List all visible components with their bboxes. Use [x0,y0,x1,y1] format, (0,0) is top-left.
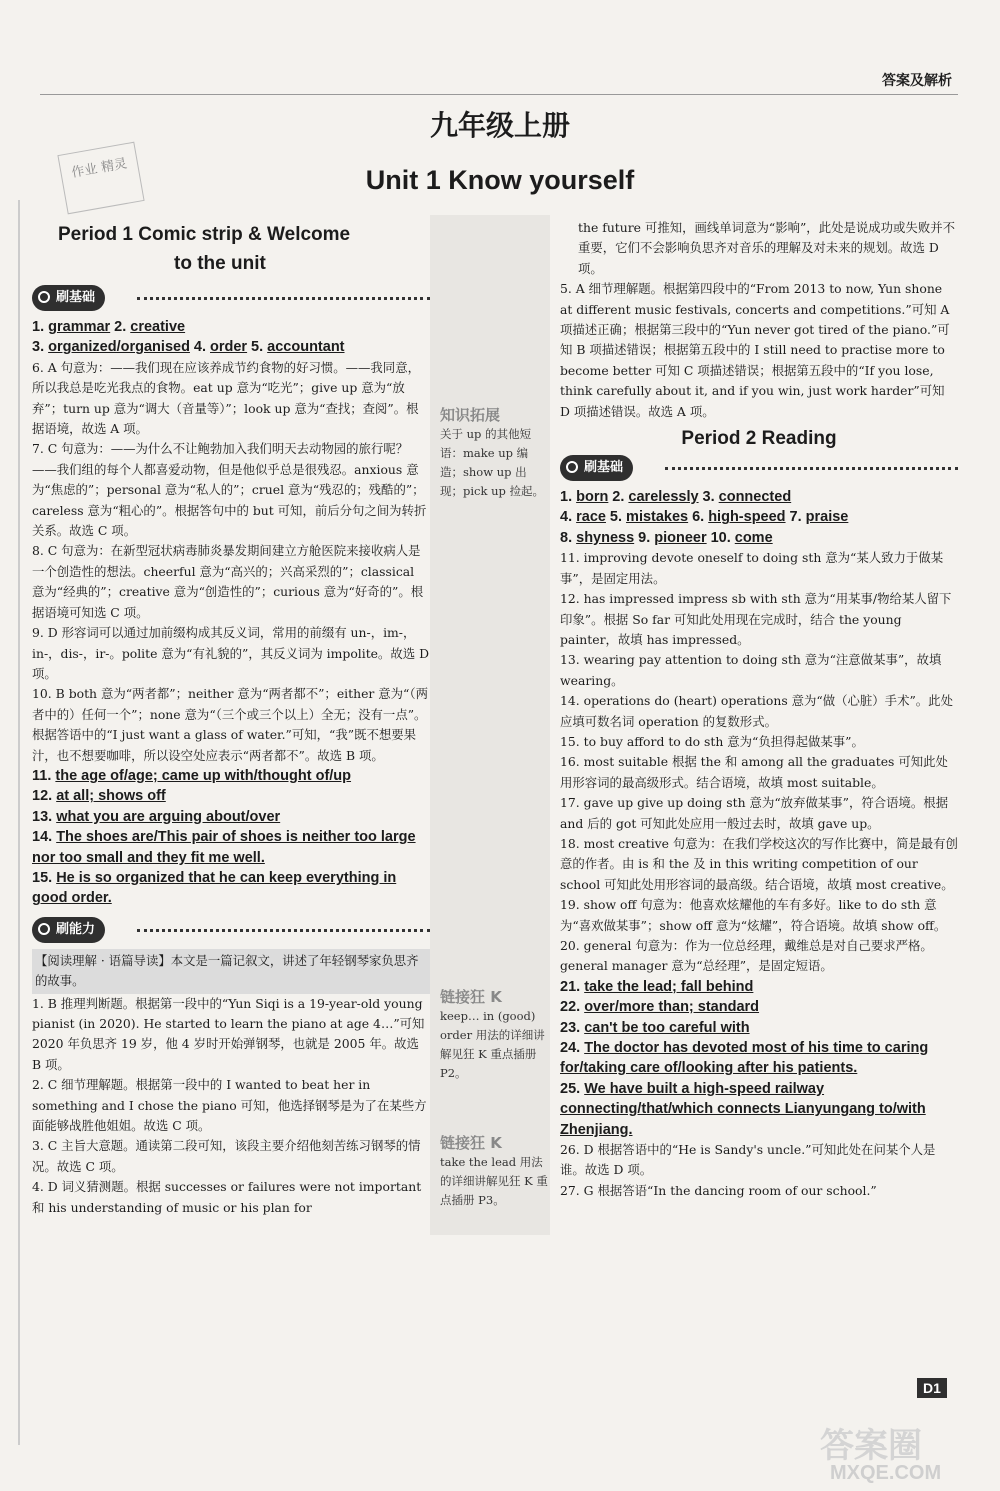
reading-answer-1: 1. B 推理判断题。根据第一段中的“Yun Siqi is a 19-year-old young pianist (in 2020). He started to learn the piano at age 4…”可知 2020 年负思齐 19 岁，他 4 岁时开始弹钢琴，也就是 2005 年。故选 B 项。 [32,995,425,1072]
header-rule [40,94,958,95]
side-note-3 [440,1134,548,1210]
answer-4: order [210,339,248,356]
p2-answer-3: connected [718,489,792,506]
unit-title: Unit 1 Know yourself [365,165,635,195]
answer-15: He is so organized that he can keep everything in good order. [32,869,397,907]
watermark-logo: 答案圈 [820,1426,922,1466]
p2-explanation-18: 18. most creative 句意为：在我们学校这次的写作比赛中，简是最有创意的作者。由 is 和 the 及 in this writing competition of our school 可知此处用形容词的最高级。结合语境，故填 most creative。 [560,835,958,892]
side-note-2-text: keep… in (good) order 用法的详细讲解见狂 K 重点插册 P2。 [440,1009,545,1080]
answer-12: at all; shows off [56,788,166,805]
p2-answer-24: The doctor has devoted most of his time to caring for/taking care of/looking after his patients. [560,1040,929,1077]
p2-explanation-16: 16. most suitable 根据 the 和 among all the graduates 可知此处用形容词的最高级形式。结合语境，故填 most suitable。 [560,754,948,790]
answer-11: the age of/age; came up with/thought of/up [55,767,352,784]
p2-explanation-12: 12. has impressed impress sb with sth 意为“用某事/物给某人留下印象”。根据 So far 可知此处用现在完成时，结合 the young painter，故填 has impressed。 [560,591,952,647]
p2-answer-22: over/more than; standard [584,999,760,1016]
p2-answer-5: mistakes [626,509,689,526]
p2-explanation-19: 19. show off 句意为：他喜欢炫耀他的车有多好。like to do sth 意为“喜欢做某事”；show off 意为“炫耀”，符合语境。故填 show off。 [560,897,947,933]
explanation-8: 8. C 句意为：在新型冠状病毒肺炎暴发期间建立方舱医院来接收病人是一个创造性的想法。cheerful 意为“高兴的；兴高采烈的”；classical 意为“经典的”；creative 意为“创造性的”；curious 意为“好奇的”。根据语境可知选 C 项。 [32,543,424,620]
badge-basic-2 [560,455,958,483]
badge-ability-label: 刷能力 [32,917,105,943]
reading-answer-3: 3. C 主旨大意题。通读第二段可知，该段主要介绍他刻苦练习钢琴的情况。故选 C 项。 [32,1138,421,1174]
side-note-3-text: take the lead 用法的详细讲解见狂 K 重点插册 P3。 [440,1155,548,1207]
reading-intro: 【阅读理解 · 语篇导读】本文是一篇记叙文，讲述了年轻钢琴家负思齐的故事。 [32,949,430,994]
right-continued-text: the future 可推知，画线单词意为“影响”，此处是说成功或失败并不重要，它们不会影响负思齐对音乐的理解及对未来的规划。故选 D 项。 [578,220,955,276]
p2-answer-4: race [576,509,606,526]
answer-3: organized/organised [48,339,190,356]
stamp-logo: 作业 精灵 [57,142,144,215]
p2-explanation-11: 11. improving devote oneself to doing sth 意为“某人致力于做某事”，是固定用法。 [560,550,944,586]
answer-1: grammar [48,319,111,335]
explanation-9: 9. D 形容词可以通过加前缀构成其反义词，常用的前缀有 un-，im-，in-，dis-，ir-。polite 意为“有礼貌的”，其反义词为 impolite。故选 D 项。 [32,625,430,681]
left-margin-line [18,200,20,1445]
answer-2: creative [130,319,186,335]
left-column: 刷基础 1. grammar 2. creative 3. organized/organised 4. order 5. accountant 6. A 句意为：——我们现在应该养成节约食物的好习惯。——我同意，所以我总是吃光我点的食物。eat up 意为“吃光”；give up 意为“放弃”；turn up 意为“调大（音量等）”；look up 意为“查找；查阅”。根据语境，故选 A 项。 7. C 句意为：——为什么不让鲍勃加入我们明天去动物园的旅行呢？——我们组的每个人都喜爱动物，但是他似乎总是很残忍。anxious 意为“焦虑的”；personal 意为“私人的”；cruel 意为“残忍的；残酷的”；careless 意为“粗心的”。根据答句中的 but 可知，前后分句之间为转折关系。故选 C 项。 8. C 句意为：在新型冠状病毒肺炎暴发期间建立方舱医院来接收病人是一个创造性的想法。cheerful 意为“高兴的；兴高采烈的”；classical 意为“经典的”；creative 意为“创造性的”；curious 意为“好奇的”。根据语境可知选 C 项。 9. D 形容词可以通过加前缀构成其反义词，常用的前缀有 un-，im-，in-，dis-，ir-。polite 意为“有礼貌的”，其反义词为 impolite。故选 D 项。 10. B both 意为“两者都”；neither 意为“两者都不”；either 意为“（两者中的）任何一个”；none 意为“（三个或三个以上）全无；没有一点”。根据答语中的“I just want a glass of water.”可知，“我”既不想要果汁，也不想要咖啡，所以设空处应表示“两者都不”。故选 B 项。 11. the age of/age; came up with/thought of/up 12. at all; shows off 13. what you are arguing about/over 14. The shoes are/This pair of shoes is neither too large nor too small and they fit me well. 15. He is so organized that he can keep everything in good order. 刷能力 【阅读理解 · 语篇导读】本文是一篇记叙文，讲述了年轻钢琴家负思齐的故事。 1. B 推理判断题。根据第一段中的“Yun Siqi is a 19-year-old young pianist (in 2020). He started to learn the piano at age 4…”可知 2020 年负思齐 19 岁，他 4 岁时开始弹钢琴，也就是 2005 年。故选 B 项。 2. C 细节理解题。根据第一段中的 I wanted to beat her in something and I chose the piano 可知，他选择钢琴是为了在某些方面能够战胜他姐姐。故选 C 项。 3. C 主旨大意题。通读第二段可知，该段主要介绍他刻苦练习钢琴的情况。故选 C 项。 4. D 词义猜测题。根据 successes or failures were not important 和 his understanding of music or his plan for [32,283,430,1218]
p2-answer-21: take the lead; fall behind [584,978,754,995]
badge-ability [32,917,430,945]
side-note-1 [440,406,548,501]
side-note-1-title: 知识拓展 [440,406,501,424]
side-note-3-title: 链接狂 K [440,1134,502,1152]
p2-answer-1: born [576,489,609,506]
p2-explanation-26: 26. D 根据答语中的“He is Sandy's uncle.”可知此处在问某个人是谁。故选 D 项。 [560,1142,936,1178]
p2-explanation-13: 13. wearing pay attention to doing sth 意为“注意做某事”，故填 wearing。 [560,652,942,688]
answer-13: what you are arguing about/over [56,808,281,825]
explanation-7: 7. C 句意为：——为什么不让鲍勃加入我们明天去动物园的旅行呢？——我们组的每个人都喜爱动物，但是他似乎总是很残忍。anxious 意为“焦虑的”；personal 意为“私人的”；cruel 意为“残忍的；残酷的”；careless 意为“粗心的”。根据答句中的 but 可知，前后分句之间为转折关系。故选 C 项。 [32,441,427,539]
p2-explanation-20: 20. general 句意为：作为一位总经理，戴维总是对自己要求严格。general manager 意为“总经理”，是固定短语。 [560,938,933,974]
p2-answer-23: can't be too careful with [584,1019,750,1036]
p2-explanation-15: 15. to buy afford to do sth 意为“负担得起做某事”。 [560,733,864,749]
p2-answer-7: praise [805,509,849,526]
p2-answer-8: shyness [576,529,635,546]
explanation-6: 6. A 句意为：——我们现在应该养成节约食物的好习惯。——我同意，所以我总是吃光我点的食物。eat up 意为“吃光”；give up 意为“放弃”；turn up 意为“调大（音量等）”；look up 意为“查找；查阅”。根据语境，故选 A 项。 [32,359,420,437]
badge-basic-2-label: 刷基础 [560,455,633,481]
p2-explanation-17: 17. gave up give up doing sth 意为“放弃做某事”，符合语境。根据 and 后的 got 可知此处应用一般过去时，故填 gave up。 [560,795,949,831]
period-1-line1: Period 1 Comic strip & Welcome [58,224,351,245]
reading-answer-2: 2. C 细节理解题。根据第一段中的 I wanted to beat her in something and I chose the piano 可知，他选择钢琴是为了在某些方面能够战胜他姐姐。故选 C 项。 [32,1077,427,1134]
side-note-2 [440,988,548,1083]
p2-answer-10: come [734,529,773,546]
page-number: D1 [917,1378,947,1398]
side-note-1-text: 关于 up 的其他短语：make up 编造；show up 出现；pick up 捡起。 [440,427,545,498]
explanation-10: 10. B both 意为“两者都”；neither 意为“两者都不”；either 意为“（两者中的）任何一个”；none 意为“（三个或三个以上）全无；没有一点”。根据答语中的“I just want a glass of water.”可知，“我”既不想要果汁，也不想要咖啡，所以设空处应表示“两者都不”。故选 B 项。 [32,686,428,763]
p2-answer-9: pioneer [654,529,707,546]
answer-14: The shoes are/This pair of shoes is neither too large nor too small and they fit me well. [32,829,416,866]
right-column: the future 可推知，画线单词意为“影响”，此处是说成功或失败并不重要，它们不会影响负思齐对音乐的理解及对未来的规划。故选 D 项。 5. A 细节理解题。根据第四段中的“From 2013 to now, Yun shone at different music festivals, concerts and competitions.”可知 A 项描述正确；根据第三段中的“Yun never got tired of the piano.”可知 B 项描述错误；根据第五段中的 I still need to practise more to become better 可知 C 项描述错误；根据第五段中的“If you lose, think carefully about it, and if you win, just work harder”可知 D 项描述错误。故选 A 项。 Period 2 Reading 刷基础 1. born 2. carelessly 3. connected 4. race 5. mistakes 6. high-speed 7. praise 8. shyness 9. pioneer 10. come 11. improving devote oneself to doing sth 意为“某人致力于做某事”，是固定用法。 12. has impressed impress sb with sth 意为“用某事/物给某人留下印象”。根据 So far 可知此处用现在完成时，结合 the young painter，故填 has impressed。 13. wearing pay attention to doing sth 意为“注意做某事”，故填 wearing。 14. operations do (heart) operations 意为“做（心脏）手术”。此处应填可数名词 operation 的复数形式。 15. to buy afford to do sth 意为“负担得起做某事”。 16. most suitable 根据 the 和 among all the graduates 可知此处用形容词的最高级形式。结合语境，故填 most suitable。 17. gave up give up doing sth 意为“放弃做某事”，符合语境。根据 and 后的 got 可知此处应用一般过去时，故填 gave up。 18. most creative 句意为：在我们学校这次的写作比赛中，简是最有创意的作者。由 is 和 the 及 in this writing competition of our school 可知此处用形容词的最高级。结合语境，故填 most creative。 19. show off 句意为：他喜欢炫耀他的车有多好。like to do sth 意为“喜欢做某事”；show off 意为“炫耀”，符合语境。故填 show off。 20. general 句意为：作为一位总经理，戴维总是对自己要求严格。general manager 意为“总经理”，是固定短语。 21. take the lead; fall behind 22. over/more than; standard 23. can't be too careful with 24. The doctor has devoted most of his time to caring for/taking care of/looking after his patients. 25. We have built a high-speed railway connecting/that/which connects Lianyungang to/with Zhenjiang. 26. D 根据答语中的“He is Sandy's uncle.”可知此处在问某个人是谁。故选 D 项。 27. G 根据答语“In the dancing room of our school.” [560,218,958,1201]
page-title: 九年级上册 [429,109,570,142]
side-note-2-title: 链接狂 K [440,988,502,1006]
badge-basic-label: 刷基础 [32,285,105,311]
running-header: 答案及解析 [882,73,952,89]
p2-explanation-27: 27. G 根据答语“In the dancing room of our school.” [560,1182,877,1198]
watermark-url: MXQE.COM [830,1462,942,1484]
p2-explanation-14: 14. operations do (heart) operations 意为“做（心脏）手术”。此处应填可数名词 operation 的复数形式。 [560,693,953,729]
p2-answer-6: high-speed [708,509,786,526]
badge-basic [32,285,430,313]
period-2-heading: Period 2 Reading [681,428,837,450]
p2-answer-25: We have built a high-speed railway connecting/that/which connects Lianyungang to/with Zhenjiang. [560,1080,926,1138]
reading-answer-5: 5. A 细节理解题。根据第四段中的“From 2013 to now, Yun shone at different music festivals, concerts and competitions.”可知 A 项描述正确；根据第三段中的“Yun never got tired of the piano.”可知 B 项描述错误；根据第五段中的 I still need to practise more to become better 可知 C 项描述错误；根据第五段中的“If you lose, think carefully about it, and if you win, just work harder”可知 D 项描述错误。故选 A 项。 [560,281,950,419]
p2-answer-2: carelessly [628,489,699,506]
reading-answer-4: 4. D 词义猜测题。根据 successes or failures were not important 和 his understanding of music or his plan for [32,1179,422,1215]
period-1-heading [58,220,350,278]
period-1-line2: to the unit [174,253,266,274]
answer-5: accountant [267,339,345,356]
